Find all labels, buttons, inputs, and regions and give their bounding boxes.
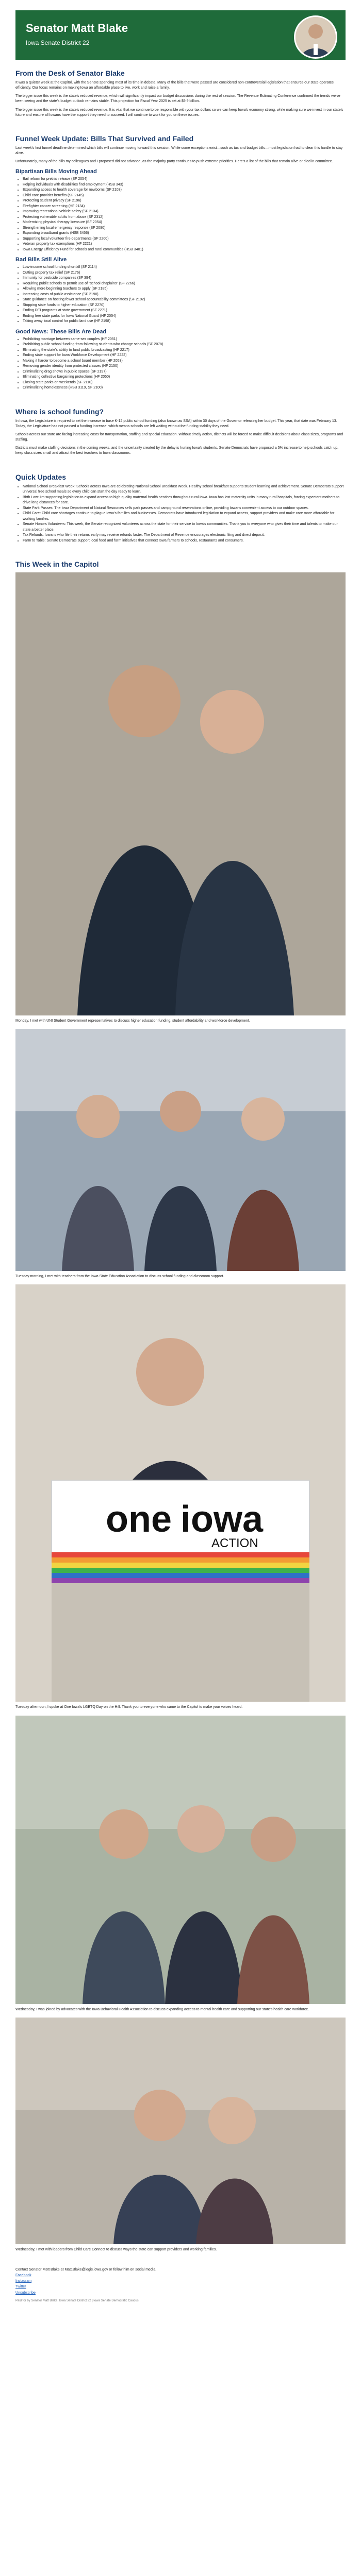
funding-paragraph-3: Districts must make staffing decisions in the coming weeks, and the uncertainty created by the delay is hurting Iowa's students. Senate Democrats have proposed a 5% increase to help schools catch up, keep class sizes small and attract the best teachers to Iowa classrooms.	[15, 446, 339, 455]
list-item: • Allowing more beginning teachers to apply (SF 2185)	[23, 286, 346, 292]
funding-paragraph-1: In Iowa, the Legislature is required to set the increase in base K-12 public school funding (also known as SSA) within 30 days of the Governor releasing her budget. This year, that date was February 13. Today, the Legislature has not passed a funding increase, which means schools are left waiting without the funding stability they need.	[15, 419, 337, 428]
list-item: • Eliminating the state's ability to fund public broadcasting (HF 2217)	[23, 348, 346, 353]
footer-link-twitter[interactable]: Twitter	[15, 2285, 26, 2289]
desk-paragraph-2: The bigger issue this week is the state's reduced revenue, which will significantly impact our budget discussions during the rest of session. The Revenue Estimating Conference confirmed the trends we've been seeing and the state's budget outlook remains stable. This projection for Fiscal Year 2025 is set at $9.9 billion.	[15, 94, 340, 104]
footer-link-facebook[interactable]: Facebook	[15, 2274, 31, 2277]
list-item: • Firefighter cancer screening (HF 2134)	[23, 204, 346, 210]
list-item: • Prohibiting marriage between same-sex couples (HF 2051)	[23, 337, 346, 343]
good-list	[15, 337, 346, 391]
list-item: • Requiring public schools to permit use of "school chaplains" (SF 2266)	[23, 281, 346, 287]
list-item: • Farm to Table: Senate Democrats support local food and farm initiatives that connect Iowa farmers to schools, restaurants and consumers.	[23, 538, 346, 544]
list-item: • Increasing costs of public assistance (SF 2190)	[23, 292, 346, 298]
list-item: • Modernizing physical therapy licensure (SF 2054)	[23, 220, 346, 226]
funnel-paragraph-2: Unfortunately, many of the bills my colleagues and I proposed did not advance, as the majority party continues to push extreme priorities. Here's a list of the bills that remain alive or died in committee.	[15, 160, 333, 164]
list-item: • Ending free state parks for Iowa National Guard (HF 2054)	[23, 314, 346, 319]
list-item: • Ending DEI programs at state government (SF 2271)	[23, 308, 346, 314]
list-item: • Protecting student privacy (SF 2196)	[23, 198, 346, 204]
footer	[15, 2267, 346, 2304]
quick-updates-list	[15, 484, 346, 544]
desk-paragraph-3: The bigger issue this week is the state's reduced revenue. It is vital that we continue to be responsible with your tax dollars so we can keep Iowa's economy strong, while making sure we invest in our state's future and ensure all Iowans have the support they need to succeed. I will continue to work for you on these issues.	[15, 108, 343, 117]
footer-link-instagram[interactable]: Instagram	[15, 2279, 32, 2283]
caption-2: Tuesday morning, I met with teachers from the Iowa State Education Association to discuss school funding and classroom support.	[15, 1275, 224, 1279]
list-item: • Helping individuals with disabilities find employment (HSB 343)	[23, 182, 346, 188]
caption-1: Monday, I met with UNI Student Government representatives to discuss higher education funding, student affordability and workforce development.	[15, 1019, 250, 1023]
list-item: • Tax Refunds: Iowans who file their returns early may receive refunds faster. The Department of Revenue encourages electronic filing and direct deposit.	[23, 533, 346, 538]
list-item: • Birth Law: I'm supporting legislation to expand access to high-quality maternal health services throughout rural Iowa. Iowa has lost maternity units in many rural hospitals, forcing expectant mothers to drive long distances for care.	[23, 495, 346, 506]
good-heading: Good News: These Bills Are Dead	[15, 328, 107, 335]
photo-behavioral-health	[15, 1716, 346, 2004]
sign-text-iowa: iowa	[180, 1499, 264, 1540]
desk-paragraph-1: It was a quieter week at the Capitol, with the Senate spending most of its time in debate. Many of the bills that were passed are considered non-controversial legislation that ensures our state operates efficiently. Our focus remains on making Iowa an affordable place to live, work and raise a family.	[15, 81, 334, 90]
list-item: • Senate Honors Volunteers: This week, the Senate recognized volunteers across the state for their service to Iowa's communities. Thank you to everyone who gives their time and talents to make our state a better place.	[23, 522, 346, 533]
footer-contact: Contact Senator Matt Blake at Matt.Blake@legis.iowa.gov or follow him on social media.	[15, 2267, 157, 2272]
list-item: • Closing state parks on weekends (SF 2110)	[23, 380, 346, 386]
list-item: • Ending state support for Iowa Workforce Development (HF 2222)	[23, 353, 346, 359]
list-item: • Making it harder to become a school board member (HF 2053)	[23, 359, 346, 364]
list-item: • Child Care: Child care shortages continue to plague Iowa's families and businesses. Democrats have introduced legislation to expand access, support providers and make care more affordable for working families.	[23, 511, 346, 522]
footer-meta: Paid for by Senator Matt Blake, Iowa Senate District 22 | Iowa Senate Democratic Caucus	[15, 2299, 139, 2302]
list-item: • Low-income school funding shortfall (SF 2114)	[23, 265, 346, 270]
list-item: • Improving recreational vehicle safety (SF 2134)	[23, 209, 346, 215]
quick-updates-title: Quick Updates	[15, 472, 67, 481]
list-item: • Expanding broadband grants (HSB 3456)	[23, 231, 346, 236]
list-item: • Stopping state funds to higher education (SF 2270)	[23, 303, 346, 309]
funnel-paragraph-1: Last week's first funnel deadline determined which bills will continue moving forward this session. While some exceptions exist—such as tax and budget bills—most legislation had to clear this hurdle to stay alive.	[15, 146, 343, 155]
funding-title: Where is school funding?	[15, 407, 104, 416]
list-item: • Removing gender identity from protected classes (HF 2150)	[23, 364, 346, 369]
list-item: • State Park Passes: The Iowa Department of Natural Resources sells park passes and campground reservations online, providing Iowans convenient access to our outdoor spaces.	[23, 506, 346, 512]
bipartisan-list	[15, 177, 346, 252]
list-item: • Iowa Energy Efficiency Fund for schools and rural communities (HSB 3401)	[23, 247, 346, 253]
list-item: • Expanding access to health coverage for newborns (SF 2103)	[23, 188, 346, 193]
sign-text-one: one	[106, 1499, 172, 1540]
newsletter-header	[15, 10, 346, 60]
photo-one-iowa	[15, 1284, 346, 1702]
list-item: • Bail reform for pretrial release (SF 2054)	[23, 177, 346, 182]
caption-3: Tuesday afternoon, I spoke at One Iowa's LGBTQ Day on the Hill. Thank you to everyone who came to the Capitol to make your voices heard.	[15, 1705, 243, 1709]
list-item: • Taking away local control for public land use (HF 2198)	[23, 319, 346, 325]
photo-child-care	[15, 2018, 346, 2244]
bipartisan-heading: Bipartisan Bills Moving Ahead	[15, 168, 97, 175]
list-item: • Criminalizing drag shows in public spaces (SF 2197)	[23, 369, 346, 375]
senator-avatar	[294, 15, 337, 59]
list-item: • Cutting property tax relief (SF 2176)	[23, 270, 346, 276]
sign-sub: ACTION	[211, 1536, 258, 1551]
failed-heading: Bad Bills Still Alive	[15, 257, 67, 263]
list-item: • State guidance on hosting fewer school accountability committees (SF 2192)	[23, 297, 346, 303]
list-item: • Prohibiting public school funding from following students who change schools (SF 2078)	[23, 342, 346, 348]
list-item: • Eliminating collective bargaining protections (HF 2050)	[23, 375, 346, 380]
senator-district: Iowa Senate District 22	[26, 39, 90, 46]
footer-link-unsubscribe[interactable]: Unsubscribe	[15, 2291, 36, 2295]
senator-name: Senator Matt Blake	[26, 22, 128, 35]
list-item: • Criminalizing homelessness (HSB 3119, SF 2100)	[23, 385, 346, 391]
list-item: • Veteran property tax exemptions (HF 2221)	[23, 242, 346, 247]
list-item: • Strengthening local emergency response (SF 2090)	[23, 226, 346, 231]
photo-teachers	[15, 1029, 346, 1271]
funding-paragraph-2: Schools across our state are facing increasing costs for transportation, staffing and special education. Without timely action, districts will be forced to make difficult decisions about class sizes, programs and staffing.	[15, 433, 343, 442]
failed-list	[15, 265, 346, 325]
caption-5: Wednesday, I met with leaders from Child Care Connect to discuss ways the state can support providers and working families.	[15, 2247, 217, 2251]
caption-4: Wednesday, I was joined by advocates with the Iowa Behavioral Health Association to discuss expanding access to mental health care and supporting our state's health care workforce.	[15, 2007, 309, 2011]
list-item: • Supporting local volunteer fire departments (SF 2200)	[23, 236, 346, 242]
photo-uni-students	[15, 572, 346, 1015]
list-item: • National School Breakfast Week: Schools across Iowa are celebrating National School Breakfast Week. Healthy school breakfast supports student learning and achievement. Senate Democrats support universal free school meals so every child can start the day ready to learn.	[23, 484, 346, 495]
capitol-title: This Week in the Capitol	[15, 560, 99, 569]
list-item: • Immunity for pesticide companies (SF 394)	[23, 276, 346, 281]
desk-title: From the Desk of Senator Blake	[15, 69, 125, 77]
list-item: • Child care provider benefits (SF 2145)	[23, 193, 346, 199]
funnel-title: Funnel Week Update: Bills That Survived and Failed	[15, 134, 194, 143]
list-item: • Protecting vulnerable adults from abuse (SF 2312)	[23, 215, 346, 221]
